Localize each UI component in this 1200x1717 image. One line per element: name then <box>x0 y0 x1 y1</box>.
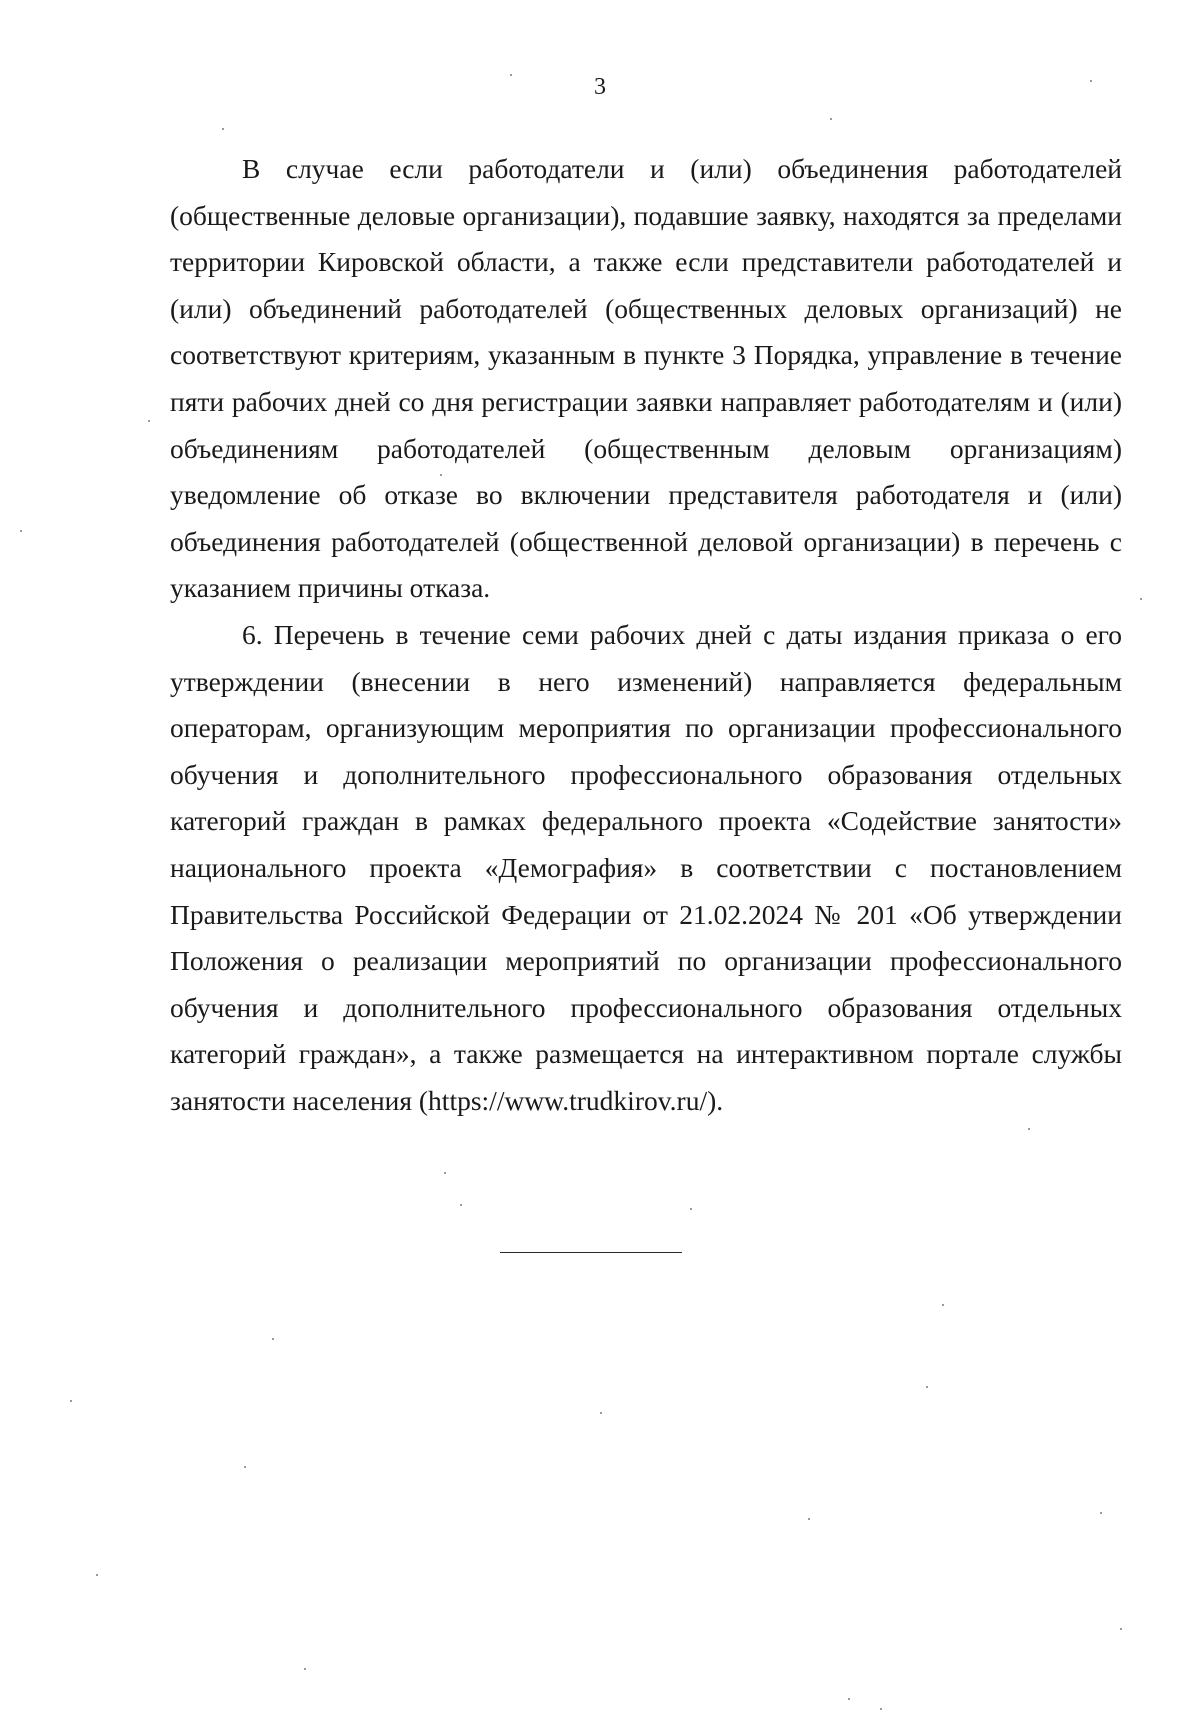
scan-speck <box>20 530 22 532</box>
scan-speck <box>244 1466 246 1468</box>
scan-speck <box>690 1208 692 1210</box>
scan-speck <box>444 1172 446 1174</box>
scan-speck <box>1120 1628 1122 1630</box>
scan-speck <box>460 1204 462 1206</box>
scan-speck <box>440 474 442 476</box>
scan-speck <box>926 1386 928 1388</box>
scan-speck <box>1100 1512 1102 1514</box>
scan-speck <box>304 1668 306 1670</box>
paragraph-list-distribution: 6. Перечень в течение семи рабочих дней с даты издания приказа о его утверждении (внесении в него изменений) направляется федеральным операторам, организующим мероприятия по организации профессионального обучения и дополнительного профессионального образования отдельных категорий граждан в рамках федерального проекта «Содействие занятости» национального проекта «Демография» в соответствии с постановлением Правительства Российской Федерации от 21.02.2024 № 201 «Об утверждении Положения о реализации мероприятий по организации профессионального обучения и дополнительного профессионального образования отдельных категорий граждан», а также размещается на интерактивном портале службы занятости населения (https://www.trudkirov.ru/). <box>170 618 1122 1116</box>
scan-speck <box>1140 598 1142 600</box>
document-body <box>170 146 1122 1124</box>
scan-speck <box>1028 1128 1030 1130</box>
scan-speck <box>272 1338 274 1340</box>
closing-separator-line <box>500 1252 682 1253</box>
scan-speck <box>848 1698 850 1700</box>
scan-speck <box>880 1708 882 1710</box>
scan-speck <box>1090 80 1092 82</box>
paragraph-refusal-notice: В случае если работодатели и (или) объединения работодателей (общественные деловые организации), подавшие заявку, находятся за пределами территории Кировской области, а также если представители работодателей и (или) объединений работодателей (общественных деловых организаций) не соответствуют критериям, указанным в пункте 3 Порядка, управление в течение пяти рабочих дней со дня регистрации заявки направляет работодателям и (или) объединениям работодателей (общественным деловым организациям) уведомление об отказе во включении представителя работодателя и (или) объединения работодателей (общественной деловой организации) в перечень с указанием причины отказа. <box>170 153 1122 604</box>
page-number: 3 <box>594 74 606 100</box>
scan-speck <box>148 420 150 422</box>
scan-speck <box>70 1400 72 1402</box>
scan-speck <box>510 74 512 76</box>
scan-speck <box>830 118 832 120</box>
scan-speck <box>808 1518 810 1520</box>
scan-speck <box>942 1304 944 1306</box>
scan-speck <box>600 1412 602 1414</box>
scan-speck <box>96 1574 98 1576</box>
scan-speck <box>222 128 224 130</box>
